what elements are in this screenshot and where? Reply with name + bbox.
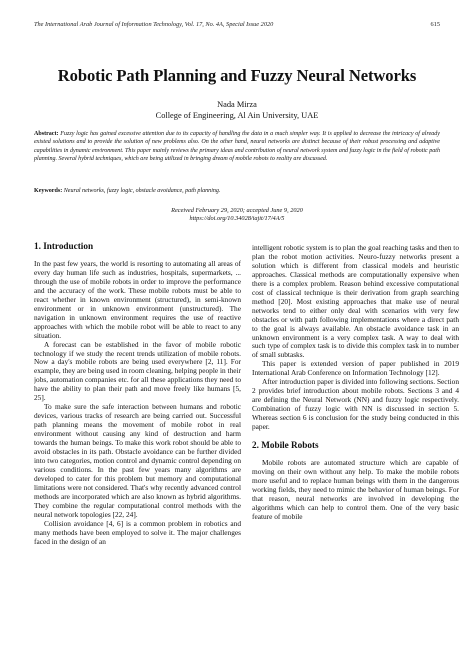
keywords-label: Keywords: (34, 188, 63, 194)
body-paragraph: To make sure the safe interaction between humans and robotic devices, various tracks of research are being carried out. Successful path planning means the movement of mobile robot in real environment without causing any kind of destruction and harm towards the human beings. To make this work robot should be able to avoid obstacles in its path. Obstacle avoidance can be further divided into two categories, motion control and dynamic control depending on various conditions. In the past few years many algorithms are developed to cater for this problem but memory and computational limitations were not considered. That's why recently advanced control methods are incorporated which are also known as hybrid algorithms. They combine the regular computational control methods with the neural network topologies [22, 24]. (34, 402, 241, 519)
running-header (34, 21, 440, 28)
paper-title: Robotic Path Planning and Fuzzy Neural Networks (57, 66, 417, 85)
abstract (34, 130, 440, 163)
section-heading-introduction: 1. Introduction (34, 241, 94, 251)
journal-citation: The International Arab Journal of Information Technology, Vol. 17, No. 4A, Special Issue 2020 (34, 21, 274, 28)
left-column (34, 233, 241, 669)
body-paragraph: In the past few years, the world is resorting to automating all areas of every day human life such as industries, hospitals, supermarkets, ... through the use of mobile robots in order to improve the performance and the accuracy of the work. These mobile robots must be able to react whether in known environment (structured), in semi-known environment or in unknown environment (unstructured). The navigation in unknown environment requires the use of reactive approaches with which the mobile robot will be able to react to any situation. (34, 259, 241, 340)
abstract-label: Abstract: (34, 131, 59, 137)
body-paragraph: Mobile robots are automated structure which are capable of moving on their own without any help. To make the mobile robots more useful and to replace human beings with them in the dangerous working fields, they need to mimic the behavior of human beings. For that reason, neural networks are involved in developing the algorithms which can help to control them. One of the very basic feature of mobile (252, 458, 459, 521)
author-affiliation: College of Engineering, Al Ain University, UAE (155, 111, 319, 120)
doi-link[interactable]: https://doi.org/10.34028/iajit/17/4A/5 (189, 215, 285, 222)
abstract-text: Fuzzy logic has gained excessive attention due to its capacity of handling the data in a much simpler way. It is applied to decrease the intricacy of already existed solutions and to provide the solution of new problems also. On the other hand, neural networks are distinct because of their robust processing and adaptive capabilities in dynamic environment. This paper mainly reviews the primary ideas and contribution of neural network system and fuzzy logic in the field of robotic path planning. Several hybrid techniques, which are being utilized in bringing dream of mobile robots to reality are discussed. (34, 131, 440, 162)
page-number: 615 (430, 21, 440, 28)
body-paragraph: A forecast can be established in the favor of mobile robotic technology if we study the recent trends utilization of mobile robots. Now a day's mobile robots are being used everywhere [2, 11]. For example, they are being used in room cleaning, helping people in their jobs, automation companies etc. for all these applications they need to have the ability to plan their path and move freely like humans [5, 25]. (34, 339, 241, 403)
body-paragraph: intelligent robotic system is to plan the goal reaching tasks and then to plan the robot motion activities. Neuro-fuzzy networks present a solution which is different from classical models and heuristic approaches. Classical methods are computationally expensive when there is a complex problem. Reason behind excessive computational cost of classical technique is their derivation from graph searching method [20]. Most existing approaches that make use of neural networks tend to either only deal with scenarios with very few obstacles or with path following implementations where a direct path to the goal is always available. An obstacle avoidance task in an unknown environment is a very complex task. A way to deal with such type of complex task is to divide this complex task in to number of small subtasks. (252, 244, 459, 360)
keywords (34, 187, 440, 195)
right-column (252, 244, 459, 669)
body-paragraph: After introduction paper is divided into following sections. Section 2 provides brief introduction about mobile robots. Sections 3 and 4 are defining the Neural Network (NN) and fuzzy logic respectively. Combination of fuzzy logic with NN is discussed in section 5. Whereas section 6 is conclusion for the study being conducted in this paper. (252, 377, 459, 432)
author-name: Nada Mirza (217, 100, 257, 109)
keywords-text: Neural networks, fuzzy logic, obstacle avoidance, path planning. (63, 188, 221, 194)
body-paragraph: This paper is extended version of paper published in 2019 International Arab Conference on Information Technology [12]. (252, 359, 459, 378)
section-heading-mobile-robots: 2. Mobile Robots (252, 440, 319, 451)
received-dates: Received February 29, 2020; accepted June 9, 2020 (171, 207, 303, 214)
body-paragraph: Collision avoidance [4, 6] is a common problem in robotics and many methods have been employed to solve it. The major challenges faced in the design of an (34, 518, 241, 546)
